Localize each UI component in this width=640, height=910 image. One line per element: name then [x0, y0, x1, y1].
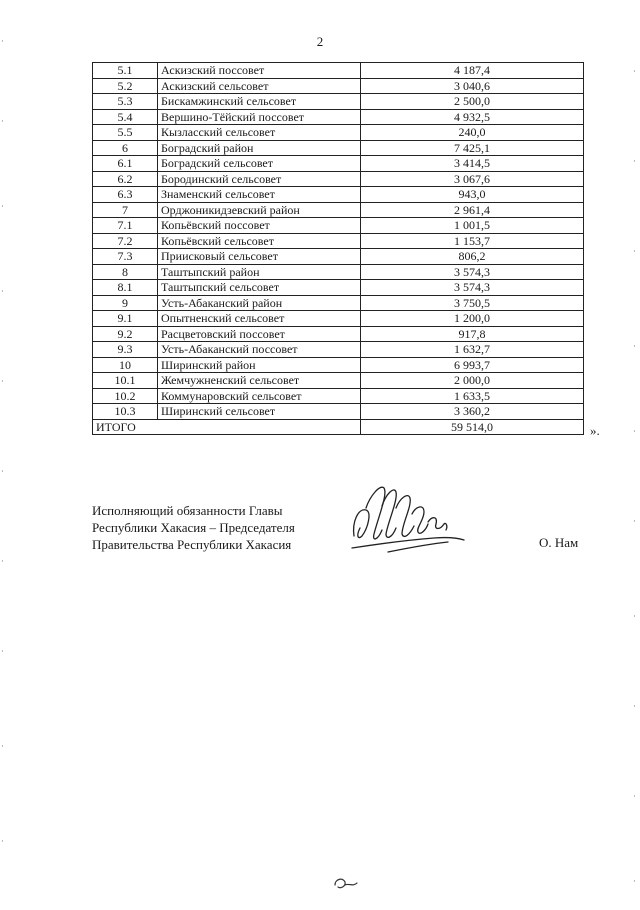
row-number: 6: [93, 140, 158, 156]
scan-edge-marks-right: [634, 0, 636, 905]
municipality-name: Ширинский сельсовет: [158, 404, 361, 420]
municipality-name: Бородинский сельсовет: [158, 171, 361, 187]
handwritten-mark: [331, 873, 359, 898]
amount-value: 2 500,0: [361, 94, 584, 110]
row-number: 9.1: [93, 311, 158, 327]
municipality-name: Таштыпский сельсовет: [158, 280, 361, 296]
row-number: 7.2: [93, 233, 158, 249]
amount-value: 1 632,7: [361, 342, 584, 358]
table-row: [93, 404, 584, 420]
row-number: 5.3: [93, 94, 158, 110]
amount-value: 943,0: [361, 187, 584, 203]
municipality-name: Кызласский сельсовет: [158, 125, 361, 141]
table-row: [93, 78, 584, 94]
amount-value: 3 414,5: [361, 156, 584, 172]
handwritten-signature: [348, 478, 468, 565]
amount-value: 3 750,5: [361, 295, 584, 311]
amount-value: 1 200,0: [361, 311, 584, 327]
amount-value: 2 000,0: [361, 373, 584, 389]
row-number: 6.3: [93, 187, 158, 203]
municipality-name: Вершино-Тёйский поссовет: [158, 109, 361, 125]
municipality-name: Бискамжинский сельсовет: [158, 94, 361, 110]
total-row: [93, 419, 584, 435]
table-row: [93, 249, 584, 265]
amount-value: 1 001,5: [361, 218, 584, 234]
row-number: 9.2: [93, 326, 158, 342]
row-number: 9.3: [93, 342, 158, 358]
table-row: [93, 140, 584, 156]
budget-allocation-table: [92, 62, 584, 435]
row-number: 7: [93, 202, 158, 218]
row-number: 10.2: [93, 388, 158, 404]
amount-value: 1 153,7: [361, 233, 584, 249]
table-row: [93, 156, 584, 172]
table-row: [93, 125, 584, 141]
signatory-position: [92, 502, 295, 553]
municipality-name: Аскизский сельсовет: [158, 78, 361, 94]
row-number: 7.3: [93, 249, 158, 265]
municipality-name: Опытненский сельсовет: [158, 311, 361, 327]
scan-edge-marks-left: [2, 0, 4, 905]
amount-value: 3 040,6: [361, 78, 584, 94]
municipality-name: Жемчужненский сельсовет: [158, 373, 361, 389]
page-number: 2: [316, 34, 324, 49]
table-row: [93, 109, 584, 125]
table-row: [93, 342, 584, 358]
total-label: ИТОГО: [93, 419, 361, 435]
municipality-name: Усть-Абаканский поссовет: [158, 342, 361, 358]
municipality-name: Боградский сельсовет: [158, 156, 361, 172]
row-number: 6.2: [93, 171, 158, 187]
municipality-name: Приисковый сельсовет: [158, 249, 361, 265]
municipality-name: Коммунаровский сельсовет: [158, 388, 361, 404]
row-number: 5.2: [93, 78, 158, 94]
table-row: [93, 233, 584, 249]
row-number: 8.1: [93, 280, 158, 296]
amount-value: 917,8: [361, 326, 584, 342]
table-row: [93, 171, 584, 187]
table-row: [93, 63, 584, 79]
municipality-name: Знаменский сельсовет: [158, 187, 361, 203]
table-row: [93, 357, 584, 373]
row-number: 10: [93, 357, 158, 373]
table-body: [93, 63, 584, 420]
table-row: [93, 280, 584, 296]
amount-value: 2 961,4: [361, 202, 584, 218]
amount-value: 806,2: [361, 249, 584, 265]
row-number: 5.5: [93, 125, 158, 141]
table-row: [93, 94, 584, 110]
signatory-line-1: Исполняющий обязанности Главы: [92, 503, 283, 518]
amount-value: 1 633,5: [361, 388, 584, 404]
municipality-name: Усть-Абаканский район: [158, 295, 361, 311]
amount-value: 4 932,5: [361, 109, 584, 125]
table-row: [93, 187, 584, 203]
row-number: 6.1: [93, 156, 158, 172]
row-number: 10.3: [93, 404, 158, 420]
table-row: [93, 218, 584, 234]
signatory-line-3: Правительства Республики Хакасия: [92, 537, 292, 552]
amount-value: 7 425,1: [361, 140, 584, 156]
amount-value: 240,0: [361, 125, 584, 141]
row-number: 5.1: [93, 63, 158, 79]
row-number: 10.1: [93, 373, 158, 389]
table-row: [93, 202, 584, 218]
amount-value: 3 574,3: [361, 264, 584, 280]
row-number: 5.4: [93, 109, 158, 125]
amount-value: 3 574,3: [361, 280, 584, 296]
table-row: [93, 295, 584, 311]
total-value: 59 514,0: [361, 419, 584, 435]
row-number: 9: [93, 295, 158, 311]
table-row: [93, 311, 584, 327]
row-number: 8: [93, 264, 158, 280]
table-row: [93, 326, 584, 342]
closing-quote: ».: [590, 423, 600, 438]
table-row: [93, 264, 584, 280]
municipality-name: Боградский район: [158, 140, 361, 156]
table-row: [93, 388, 584, 404]
municipality-name: Аскизский поссовет: [158, 63, 361, 79]
signatory-name: О. Нам: [539, 535, 579, 550]
municipality-name: Расцветовский поссовет: [158, 326, 361, 342]
amount-value: 4 187,4: [361, 63, 584, 79]
municipality-name: Копьёвский сельсовет: [158, 233, 361, 249]
amount-value: 3 067,6: [361, 171, 584, 187]
row-number: 7.1: [93, 218, 158, 234]
municipality-name: Орджоникидзевский район: [158, 202, 361, 218]
amount-value: 3 360,2: [361, 404, 584, 420]
amount-value: 6 993,7: [361, 357, 584, 373]
signatory-line-2: Республики Хакасия – Председателя: [92, 520, 295, 535]
municipality-name: Ширинский район: [158, 357, 361, 373]
table-row: [93, 373, 584, 389]
municipality-name: Копьёвский поссовет: [158, 218, 361, 234]
municipality-name: Таштыпский район: [158, 264, 361, 280]
